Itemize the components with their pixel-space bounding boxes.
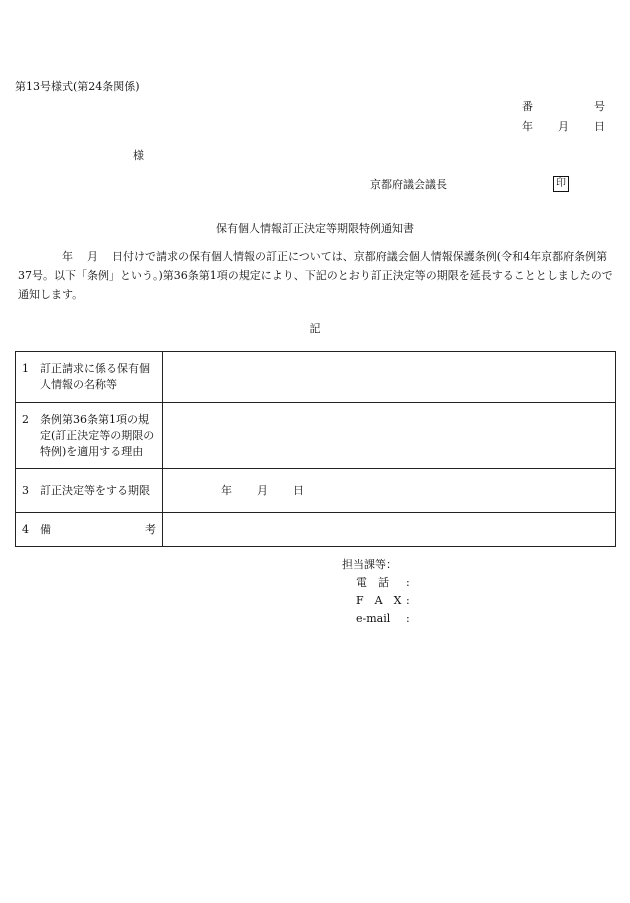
sender: 京都府議会議長 <box>370 178 447 191</box>
body-paragraph <box>18 247 615 304</box>
addressee: 様 <box>133 149 144 162</box>
table-row <box>16 469 616 513</box>
detail-table <box>15 351 616 547</box>
table-row <box>16 352 616 403</box>
row-number: 4 <box>22 522 29 536</box>
body-month: 月 <box>87 250 98 263</box>
contact-colon: : <box>406 576 410 589</box>
row-label-text: 条例第36条第1項の規定(訂正決定等の期限の特例)を適用する理由 <box>40 412 155 458</box>
row-label-text <box>40 522 156 538</box>
row-label <box>16 469 163 513</box>
form-number: 第13号様式(第24条関係) <box>15 80 140 93</box>
date-month: 月 <box>558 120 569 133</box>
date-year: 年 <box>522 120 533 133</box>
contact-colon: : <box>406 612 410 625</box>
deadline-month: 月 <box>257 483 268 497</box>
record-mark: 記 <box>309 322 321 335</box>
deadline-day: 日 <box>293 483 304 497</box>
contact-fax-label: F A X <box>356 594 402 607</box>
row-label <box>16 513 163 547</box>
table-row <box>16 513 616 547</box>
row-number: 3 <box>22 483 29 497</box>
row-label <box>16 352 163 403</box>
contact-dept-label: 担当課等： <box>342 558 397 571</box>
row-value[interactable] <box>163 352 616 403</box>
row-number: 2 <box>22 412 29 426</box>
seal-mark: 印 <box>553 176 569 192</box>
number-unit: 号 <box>594 100 605 113</box>
row-value[interactable] <box>163 403 616 469</box>
contact-colon: : <box>406 594 410 607</box>
row-label <box>16 403 163 469</box>
body-year: 年 <box>62 250 73 263</box>
date-day: 日 <box>594 120 605 133</box>
contact-dept <box>342 558 422 576</box>
contact-block <box>342 558 422 630</box>
table-row <box>16 403 616 469</box>
body-text: 日付けで請求の保有個人情報の訂正については、京都府議会個人情報保護条例(令和4年京都府条例第37号。以下「条例」という。)第36条第1項の規定により、下記のとおり訂正決定等の期限を延長することとしましたので通知します。 <box>18 250 613 301</box>
row-value[interactable] <box>163 513 616 547</box>
deadline-year: 年 <box>221 483 232 497</box>
contact-email-label: e-mail <box>356 612 391 625</box>
contact-phone <box>342 576 422 594</box>
contact-phone-label: 電 話 <box>356 576 389 589</box>
row-value[interactable] <box>163 469 616 513</box>
number-label: 番 <box>522 100 533 113</box>
document-title: 保有個人情報訂正決定等期限特例通知書 <box>216 222 414 235</box>
deadline-date <box>169 483 609 499</box>
row-number: 1 <box>22 362 29 375</box>
remarks-right: 考 <box>145 522 156 536</box>
remarks-left: 備 <box>40 522 51 536</box>
contact-email <box>342 612 422 630</box>
row-label-text: 訂正決定等をする期限 <box>40 483 150 497</box>
contact-fax <box>342 594 422 612</box>
row-label-text: 訂正請求に係る保有個人情報の名称等 <box>40 362 150 391</box>
